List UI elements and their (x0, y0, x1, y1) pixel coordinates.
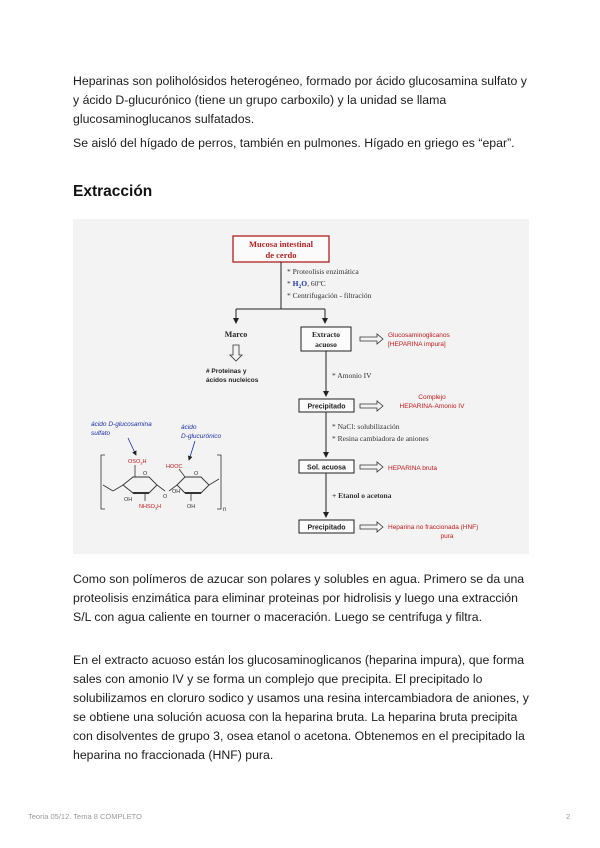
ring1-oxygen: O (143, 471, 148, 477)
etanol-label: + Etanol o acetona (332, 491, 392, 500)
heparin-structure (91, 421, 226, 513)
amonio-label: * Amonio IV (332, 371, 372, 380)
label-glucosamina-1: ácido D-glucosamina (91, 421, 152, 428)
oso3h-label: $OSO_3H$ (128, 459, 147, 466)
hooc-label: HOOC (166, 464, 183, 470)
section-heading: Extracción (73, 183, 153, 200)
purification-paragraph: En el extracto acuoso están los glucosaminoglicanos (heparina impura), que forma sales con amonio IV y se forma un complejo que precipita. El precipitado lo solubilizamos en cloruro sodico y usamos una resina intercambiadora de aniones, y se obtiene una solución acuosa con la heparina bruta. La heparina bruta precipita con disolventes de grupo 3, osea etanol o acetona. Obtenemos en el precipitado la heparina no fraccionada (HNF) pura. (73, 653, 529, 762)
ring2-oxygen: O (194, 471, 199, 477)
extraction-diagram (73, 219, 529, 554)
resina-label: * Resina cambiadora de aniones (332, 434, 429, 443)
marco-result-1: # Proteinas y (206, 368, 247, 375)
complejo-label-2: HEPARINA-Amonio IV (399, 403, 465, 410)
extracto-label-1: Extracto (312, 330, 340, 339)
gag-label-1: Glucosaminoglicanos (388, 332, 450, 339)
marco-result-2: ácidos nucleicos (206, 377, 259, 384)
mucosa-label-1: Mucosa intestinal (249, 239, 313, 249)
gag-label-2: [HEPARINA impura] (388, 341, 446, 348)
oh-right: OH (187, 504, 196, 510)
complejo-label-1: Complejo (418, 394, 446, 401)
subscript-n: n (223, 507, 227, 513)
step-h2o: * $H_2O$, 60ºC (287, 279, 326, 290)
hnf-label-2: pura (440, 533, 454, 540)
heparina-bruta-label: HEPARINA bruta (388, 465, 438, 472)
label-glucosamina-2: sulfato (91, 430, 111, 437)
footer-title: Teoria 05/12. Tema 8 COMPLETO (28, 812, 142, 821)
precipitado-label-1: Precipitado (307, 403, 346, 411)
origin-paragraph: Se aisló del hígado de perros, también en pulmones. Hígado en griego es “epar”. (73, 136, 515, 150)
label-glucuronico-1: ácido (181, 424, 197, 431)
label-glucuronico-2: D-glucurónico (181, 433, 222, 440)
sol-acuosa-label: Sol. acuosa (307, 464, 346, 472)
oh-left: OH (124, 497, 133, 503)
link-oxygen: O (163, 494, 168, 500)
mucosa-label-2: de cerdo (265, 250, 297, 260)
extracto-label-2: acuoso (315, 340, 337, 349)
step-centrifugacion: * Centrifugación - filtración (287, 291, 372, 300)
hnf-label-1: Heparina no fraccionada (HNF) (388, 524, 479, 531)
extraction-paragraph: Como son polímeros de azucar son polares y solubles en agua. Primero se da una proteolisis enzimática para eliminar proteinas por hidrolisis y luego una extracción S/L con agua caliente en tourner o maceración. Luego se centrifuga y filtra. (73, 572, 525, 624)
nhso3h-label: $NHSO_3H$ (139, 504, 162, 511)
page-number: 2 (566, 812, 571, 821)
marco-label: Marco (224, 330, 248, 339)
oh-mid: OH (172, 489, 181, 495)
step-proteolisis: * Proteolisis enzimática (287, 267, 359, 276)
nacl-label: * NaCl: solubilización (332, 422, 400, 431)
precipitado-label-2: Precipitado (307, 524, 346, 532)
intro-paragraph: Heparinas son poliholósidos heterogéneo, formado por ácido glucosamina sulfato y y ácido D-glucurónico (tiene un grupo carboxilo) y la unidad se llama glucosaminoglucanos sulfatados. (73, 74, 527, 126)
